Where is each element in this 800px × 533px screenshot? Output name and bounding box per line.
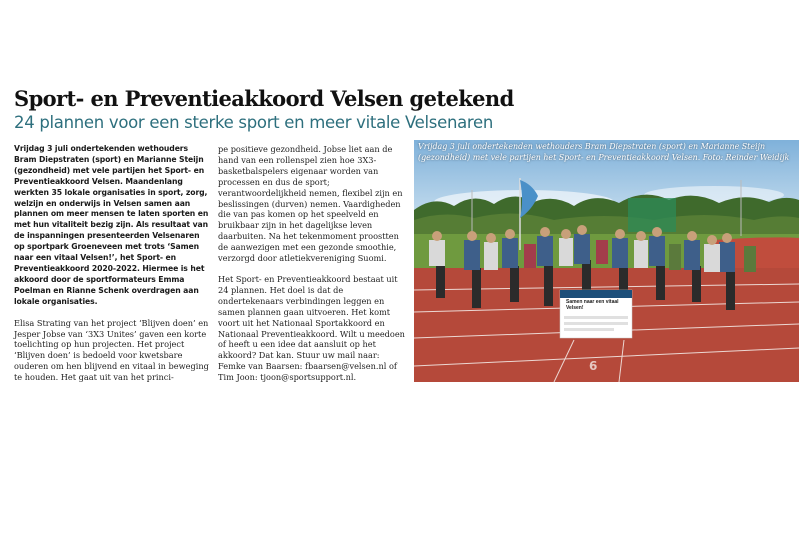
article-subheadline: 24 plannen voor een sterke sport en meer vitale Velsenaren <box>14 113 494 132</box>
body-paragraph-2: pe positieve gezondheid. Jobse liet aan de hand van een rollenspel zien hoe 3X3-basketbalspelers eigenaar worden van processen en dus de sport; verantwoordelijkheid nemen, flexibel zijn en beslissingen (durven) nemen. Vaardigheden die van pas komen op het speelveld en bruikbaar zijn in het dagelijkse leven daarbuiten. Na het tekenmoment proostten de aanwezigen met een gezonde smoothie, verzorgd door atletiekvereniging Suomi. <box>218 144 403 264</box>
body-paragraph-3: Het Sport- en Preventieakkoord bestaat uit 24 plannen. Het doel is dat de ondertekenaars verbindingen leggen en samen plannen gaan uitvoeren. Het komt voort uit het Nationaal Sportakkoord en Nationaal Preventieakkoord. Wilt u meedoen of heeft u een idee dat aansluit op het akkoord? Dat kan. Stuur uw mail naar: Femke van Baarsen: fbaarsen@velsen.nl of Tim Joon: tjoon@sportsupport.nl. <box>218 273 405 383</box>
banner-text: Samen naar een vitaal Velsen! <box>566 299 619 311</box>
svg-text:6: 6 <box>589 359 598 373</box>
article-headline: Sport- en Preventieakkoord Velsen getekend <box>14 86 514 111</box>
article-photo <box>414 140 799 382</box>
article-lead: Vrijdag 3 juli ondertekenden wethouders Bram Diepstraten (sport) en Marianne Steijn (gezondheid) met vele partijen het Sport- en Preventieakkoord Velsen. Maandenlang werkten 35 lokale organisaties in sport, zorg, welzijn en onderwijs in Velsen samen aan plannen om meer mensen te laten sporten en met hun vitaliteit bezig zijn. Als resultaat van de inspanningen presenteerden Velsenaren op sportpark Groeneveen met trots ‘Samen naar een vitaal Velsen!’, het Sport- en Preventieakkoord 2020-2022. Hiermee is het akkoord door de sportformateurs Emma Poelman en Rianne Schenk overdragen aan lokale organisaties. <box>14 144 209 306</box>
text-column-1 <box>14 144 211 383</box>
text-column-2 <box>218 144 405 383</box>
photo-illustration <box>414 140 799 382</box>
photo-caption: Vrijdag 3 juli ondertekenden wethouders Bram Diepstraten (sport) en Marianne Steijn (gezondheid) met vele partijen het Sport- en Preventieakkoord Velsen. Foto: Reinder Weidijk <box>418 142 790 162</box>
body-paragraph-1: Elisa Strating van het project ‘Blijven doen’ en Jesper Jobse van ‘3X3 Unites’ gaven een korte toelichting op hun projecten. Het project ‘Blijven doen’ is bedoeld voor kwetsbare ouderen om hen blijvend en vitaal in beweging te houden. Het gaat uit van het princi- <box>14 317 209 383</box>
